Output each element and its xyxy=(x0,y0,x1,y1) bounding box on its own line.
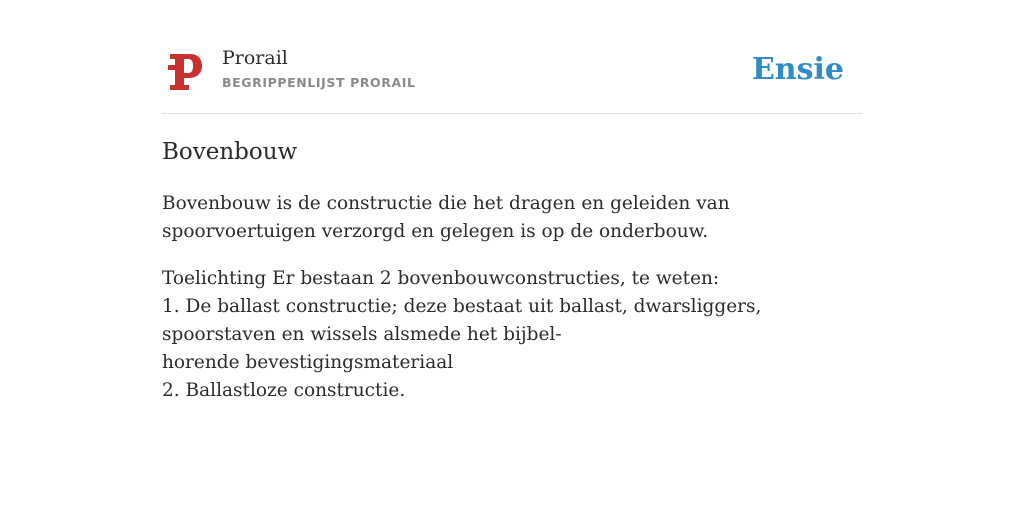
notes-line: 1. De ballast constructie; deze bestaat uit ballast, dwarsliggers, spoorstaven en wissels alsmede het bijbel- xyxy=(162,296,762,345)
source-subtitle[interactable]: BEGRIPPENLIJST PRORAIL xyxy=(222,75,416,90)
header xyxy=(162,0,862,114)
definition-text: Bovenbouw is de constructie die het dragen en geleiden van spoorvoertuigen verzorgd en gelegen is op de onderbouw. xyxy=(162,193,730,242)
definition-content xyxy=(162,190,862,424)
prorail-logo-icon[interactable] xyxy=(168,52,204,92)
source-name[interactable]: Prorail xyxy=(222,47,288,69)
page xyxy=(162,0,862,512)
notes-line: 2. Ballastloze constructie. xyxy=(162,380,406,401)
notes-block xyxy=(162,265,862,405)
notes-line: horende bevestigingsmateriaal xyxy=(162,352,454,373)
notes-line: Toelichting Er bestaan 2 bovenbouwconstructies, te weten: xyxy=(162,268,720,289)
ensie-brand-logo[interactable]: Ensie xyxy=(751,52,844,87)
term-title: Bovenbouw xyxy=(162,139,298,165)
